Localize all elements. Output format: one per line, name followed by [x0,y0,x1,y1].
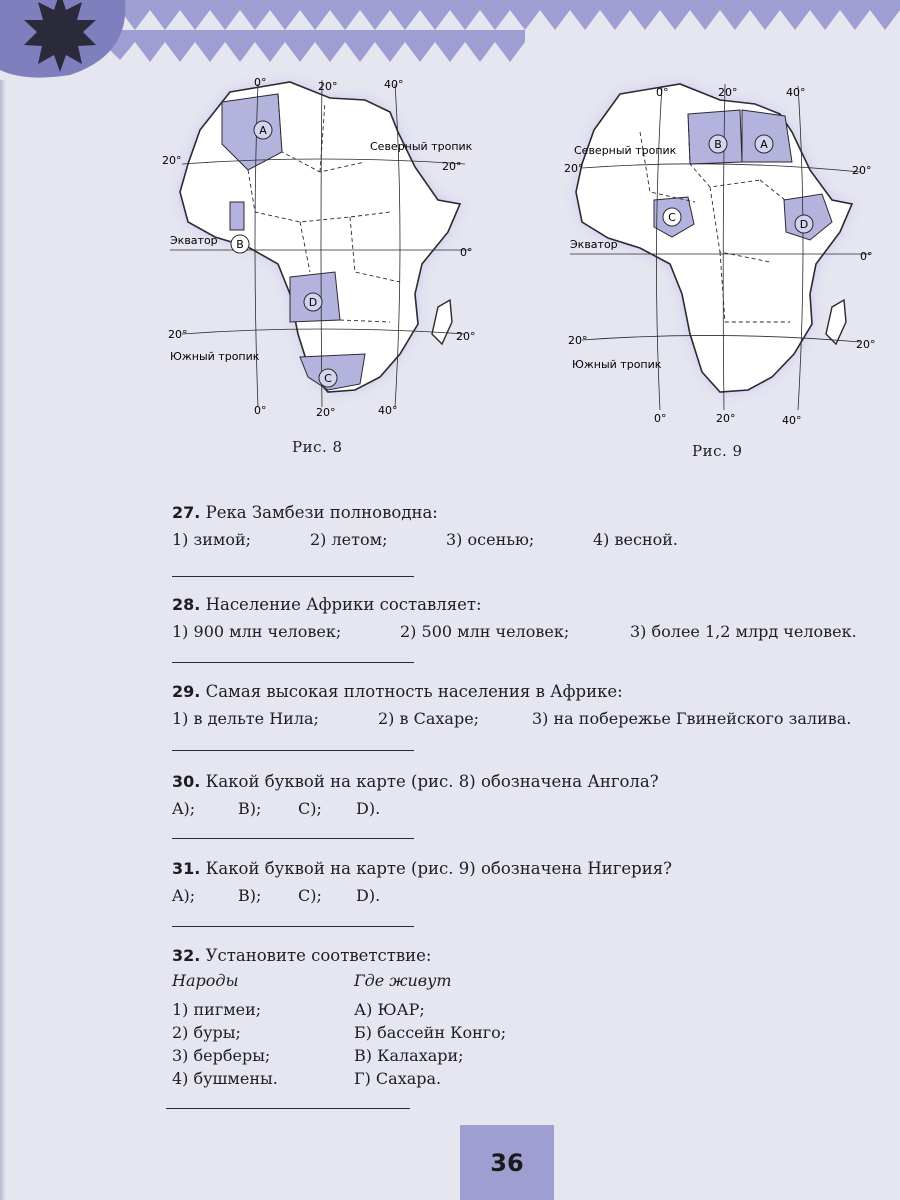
list-item: Б) бассейн Конго; [354,1023,507,1042]
task-options [172,618,892,645]
region-b [230,202,244,230]
lat-label-south-right: 20° [456,330,476,343]
option: 1) в дельте Нила; [172,709,319,728]
option: C); [298,886,322,905]
option: 3) более 1,2 млрд человек. [630,622,857,641]
lon-label-20-bottom: 20° [716,412,736,425]
figure-caption-8: Рис. 8 [292,438,343,456]
option: 2) летом; [310,530,388,549]
list-item: А) ЮАР; [354,1000,425,1019]
lon-label-40-top: 40° [786,86,806,99]
task-27 [172,499,892,553]
task-number: 31. [172,859,201,878]
list-item: 2) буры; [172,1023,241,1042]
lat-label-north: 20° [162,154,182,167]
task-question: Какой буквой на карте (рис. 8) обозначена Ангола? [205,772,659,791]
task-number: 27. [172,503,201,522]
option: 4) весной. [593,530,678,549]
answer-line-27[interactable] [172,576,414,577]
peoples-column [172,969,354,1090]
answer-line-28[interactable] [172,662,414,663]
marker-d [795,215,813,233]
task-options [172,882,892,909]
column-header: Народы [172,971,239,990]
lat-label-eq-right: 0° [860,250,873,263]
task-30 [172,768,892,822]
marker-b [709,135,727,153]
option: 2) в Сахаре; [378,709,480,728]
madagascar [826,300,846,344]
task-options [172,705,892,732]
matching-columns [172,969,892,1090]
answer-line-30[interactable] [172,838,414,839]
north-tropic-label: Северный тропик [574,144,677,157]
option: 1) зимой; [172,530,252,549]
marker-a [755,135,773,153]
lat-label-south-right: 20° [856,338,876,351]
list-item: 4) бушмены. [172,1069,278,1088]
task-29 [172,678,892,732]
marker-label: A [760,138,768,151]
list-item: 3) берберы; [172,1046,271,1065]
figure-caption-9: Рис. 9 [692,442,743,460]
option: B); [238,799,262,818]
option: 3) на побережье Гвинейского залива. [532,709,852,728]
task-options [172,795,892,822]
task-28 [172,591,892,645]
north-tropic-label: Северный тропик [370,140,473,153]
equator-label: Экватор [570,238,618,251]
marker-c [319,369,337,387]
lat-label-south: 20° [168,328,188,341]
south-tropic-label: Южный тропик [170,350,260,363]
answer-line-32[interactable] [166,1108,410,1109]
column-header: Где живут [354,971,452,990]
lat-label-north: 20° [564,162,584,175]
lon-label-40-bottom: 40° [378,404,398,417]
lat-label-north-right: 20° [852,164,872,177]
marker-label: C [668,211,676,224]
marker-a [254,121,272,139]
lat-label-south: 20° [568,334,588,347]
list-item: 1) пигмеи; [172,1000,262,1019]
option: 3) осенью; [446,530,535,549]
task-32 [172,942,892,1090]
answer-line-31[interactable] [172,926,414,927]
page-edge [0,80,6,1200]
lon-label-20-bottom: 20° [316,406,336,419]
lat-label-eq-right: 0° [460,246,473,259]
option: A); [172,886,196,905]
lon-label-40-bottom: 40° [782,414,802,427]
option: B); [238,886,262,905]
task-question: Какой буквой на карте (рис. 9) обозначена Нигерия? [205,859,672,878]
marker-label: B [236,238,244,251]
africa-map-fig8 [160,72,480,432]
list-item: В) Калахари; [354,1046,464,1065]
task-question: Самая высокая плотность населения в Африке: [205,682,623,701]
option: D). [356,799,381,818]
task-number: 29. [172,682,201,701]
task-question: Население Африки составляет: [205,595,482,614]
lon-label-40-top: 40° [384,78,404,91]
option: 2) 500 млн человек; [400,622,570,641]
task-31 [172,855,892,909]
task-number: 28. [172,595,201,614]
marker-label: D [799,218,809,231]
task-number: 32. [172,946,201,965]
marker-label: C [324,372,332,385]
option: 1) 900 млн человек; [172,622,342,641]
africa-map-fig9 [560,72,890,432]
marker-d [304,293,322,311]
option: D). [356,886,381,905]
marker-label: B [714,138,722,151]
task-question: Река Замбези полноводна: [205,503,438,522]
option: C); [298,799,322,818]
answer-line-29[interactable] [172,750,414,751]
regions-column [354,969,654,1090]
lon-label-0-top: 0° [656,86,669,99]
zigzag-band-lower [100,30,525,62]
marker-label: D [308,296,318,309]
lon-label-20-top: 20° [718,86,738,99]
marker-label: A [259,124,267,137]
task-options [172,526,892,553]
marker-b [231,235,249,253]
page-number: 36 [460,1125,554,1200]
header-band [0,0,900,80]
madagascar [432,300,452,344]
lon-label-0-bottom: 0° [254,404,267,417]
task-question: Установите соответствие: [205,946,432,965]
lon-label-20-top: 20° [318,80,338,93]
lon-label-0-bottom: 0° [654,412,667,425]
option: A); [172,799,196,818]
lon-label-0-top: 0° [254,76,267,89]
task-number: 30. [172,772,201,791]
marker-c [663,208,681,226]
list-item: Г) Сахара. [354,1069,442,1088]
equator-label: Экватор [170,234,218,247]
south-tropic-label: Южный тропик [572,358,662,371]
lat-label-north-right: 20° [442,160,462,173]
